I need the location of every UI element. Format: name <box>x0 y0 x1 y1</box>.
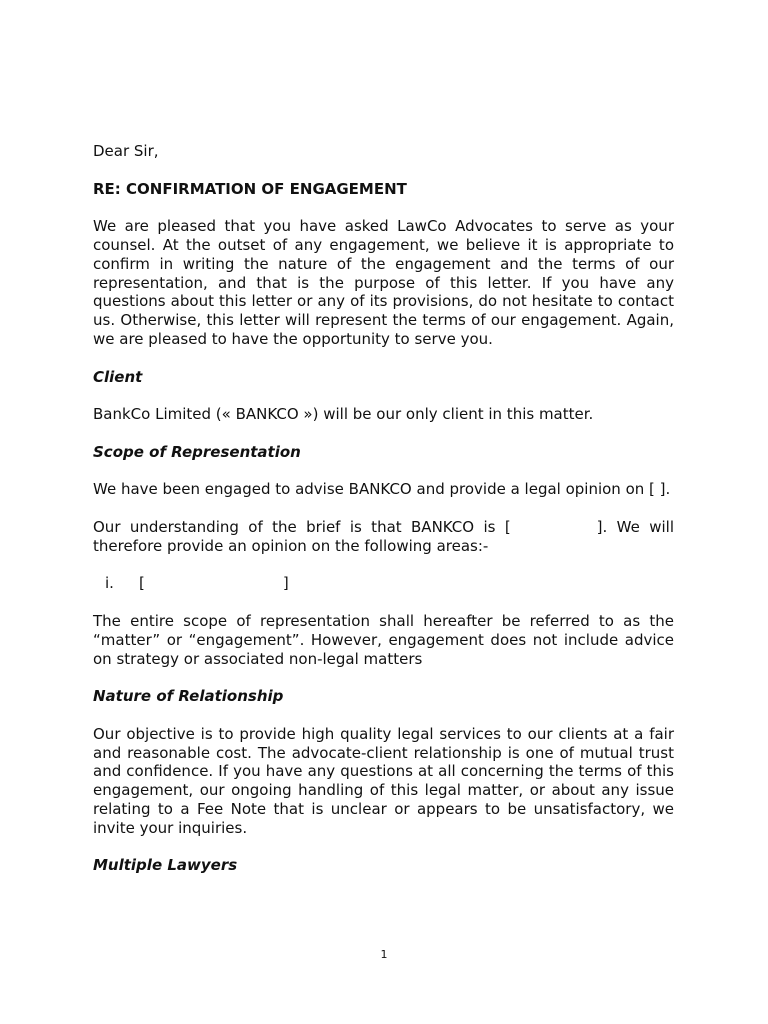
relationship-heading: Nature of Relationship <box>93 687 284 706</box>
scope-paragraph-3: The entire scope of representation shall hereafter be referred to as the “matter” or “engagement”. However, engagement does not include advice on strategy or associated non-legal matters <box>93 611 674 668</box>
client-heading: Client <box>93 367 143 386</box>
letter-body <box>93 142 674 875</box>
scope-paragraph-2-end: ]. We will therefore provide an opinion on the following areas:- <box>93 517 674 555</box>
relationship-paragraph: Our objective is to provide high quality legal services to our clients at a fair and reasonable cost. The advocate-client relationship is one of mutual trust and confidence. If you have any questions at all concerning the terms of this engagement, our ongoing handling of this legal matter, or about any issue relating to a Fee Note that is unclear or appears to be unsatisfactory, we invite your inquiries. <box>93 724 674 837</box>
list-item <box>93 574 674 593</box>
intro-paragraph: We are pleased that you have asked LawCo Advocates to serve as your counsel. At the outset of any engagement, we believe it is appropriate to confirm in writing the nature of the engagement and the terms of our representation, and that is the purpose of this letter. If you have any questions about this letter or any of its provisions, do not hesitate to contact us. Otherwise, this letter will represent the terms of our engagement. Again, we are pleased to have the opportunity to serve you. <box>93 217 674 348</box>
list-item-number: i. <box>105 574 114 593</box>
multiple-lawyers-heading: Multiple Lawyers <box>93 856 238 875</box>
page-number: 1 <box>380 948 388 961</box>
list-item-close-bracket: ] <box>282 574 289 593</box>
salutation: Dear Sir, <box>93 142 159 160</box>
list-item-open-bracket: [ <box>139 574 145 593</box>
scope-paragraph-1: We have been engaged to advise BANKCO and provide a legal opinion on [ ]. <box>93 480 671 499</box>
scope-paragraph-2 <box>93 518 674 556</box>
scope-paragraph-2-start: Our understanding of the brief is that BANKCO is [ <box>93 517 511 536</box>
client-paragraph: BankCo Limited (« BANKCO ») will be our only client in this matter. <box>93 405 594 424</box>
re-line: RE: CONFIRMATION OF ENGAGEMENT <box>93 179 407 198</box>
scope-heading: Scope of Representation <box>93 442 301 461</box>
